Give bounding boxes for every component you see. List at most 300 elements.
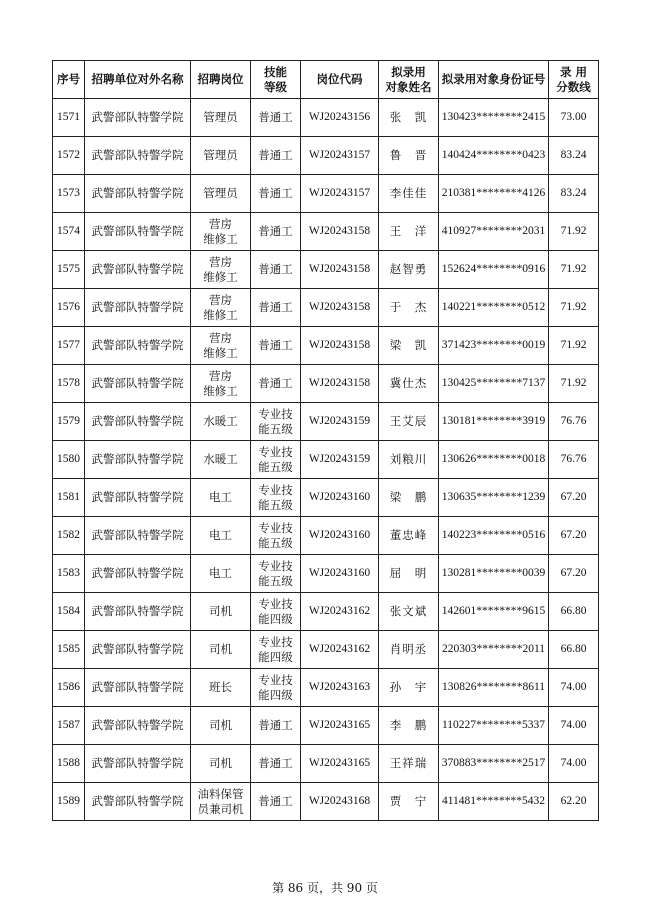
cell-id-number-text: 371423********0019 (441, 339, 546, 351)
cell-position-code-text: WJ20243157 (308, 149, 371, 161)
cell-candidate-name-text: 屈 明 (389, 566, 428, 580)
cell-position-code-text: WJ20243165 (308, 719, 371, 731)
table-row (53, 441, 599, 479)
cell-position-code (301, 517, 379, 555)
cell-candidate-name-text: 梁 鹏 (389, 490, 428, 504)
cell-candidate-name (379, 289, 439, 327)
cell-position-code (301, 555, 379, 593)
cell-score (549, 593, 599, 631)
cell-skill-level (251, 783, 301, 821)
cell-position-code (301, 365, 379, 403)
cell-skill-level-text: 普通工 (258, 338, 293, 352)
cell-unit-text: 武警部队特警学院 (91, 756, 184, 770)
cell-score-text: 66.80 (560, 643, 587, 655)
cell-unit (85, 137, 191, 175)
header-score: 录 用 分数线 (549, 61, 599, 99)
cell-seq (53, 593, 85, 631)
cell-position-code-text: WJ20243158 (308, 263, 371, 275)
cell-candidate-name-text: 鲁 晋 (389, 148, 428, 162)
cell-seq-text: 1584 (57, 605, 80, 617)
cell-unit (85, 555, 191, 593)
table-row (53, 593, 599, 631)
cell-skill-level-text: 普通工 (258, 376, 293, 390)
cell-position-code (301, 669, 379, 707)
cell-position (191, 555, 251, 593)
cell-score-text: 74.00 (560, 719, 587, 731)
table-row (53, 327, 599, 365)
cell-position (191, 631, 251, 669)
cell-score (549, 403, 599, 441)
cell-skill-level (251, 631, 301, 669)
cell-position-code-text: WJ20243156 (308, 111, 371, 123)
header-position: 招聘岗位 (191, 61, 251, 99)
cell-skill-level (251, 593, 301, 631)
page-footer: 第 86 页，共 90 页 (272, 881, 378, 895)
cell-seq-text: 1576 (57, 301, 80, 313)
cell-candidate-name (379, 365, 439, 403)
cell-skill-level (251, 707, 301, 745)
cell-id-number (439, 517, 549, 555)
cell-position (191, 289, 251, 327)
table-row (53, 783, 599, 821)
cell-unit (85, 593, 191, 631)
cell-candidate-name-text: 张 凯 (389, 110, 428, 124)
cell-score (549, 745, 599, 783)
cell-position-code (301, 707, 379, 745)
cell-seq (53, 631, 85, 669)
cell-score-text: 76.76 (560, 453, 587, 465)
cell-id-number (439, 441, 549, 479)
cell-skill-level (251, 403, 301, 441)
cell-skill-level-text: 专业技 能五级 (258, 406, 293, 436)
cell-id-number (439, 403, 549, 441)
cell-id-number (439, 327, 549, 365)
cell-skill-level-text: 普通工 (258, 718, 293, 732)
cell-candidate-name (379, 479, 439, 517)
cell-skill-level-text: 普通工 (258, 300, 293, 314)
cell-position-text: 电工 (209, 528, 232, 542)
cell-skill-level-text: 专业技 能五级 (258, 520, 293, 550)
cell-position-code (301, 745, 379, 783)
cell-position-text: 水暖工 (203, 452, 238, 466)
cell-id-number-text: 130181********3919 (441, 415, 546, 427)
cell-unit-text: 武警部队特警学院 (91, 338, 184, 352)
header-seq: 序号 (53, 61, 85, 99)
cell-position (191, 99, 251, 137)
cell-seq-text: 1579 (57, 415, 80, 427)
cell-candidate-name (379, 707, 439, 745)
cell-position-text: 油料保管 员兼司机 (197, 786, 244, 816)
cell-candidate-name-text: 李佳佳 (389, 186, 428, 200)
table-row (53, 631, 599, 669)
table-row (53, 403, 599, 441)
cell-position (191, 175, 251, 213)
cell-skill-level (251, 213, 301, 251)
cell-seq (53, 441, 85, 479)
cell-unit (85, 441, 191, 479)
cell-unit-text: 武警部队特警学院 (91, 490, 184, 504)
cell-unit (85, 403, 191, 441)
table-body (53, 99, 599, 821)
cell-score (549, 289, 599, 327)
cell-score (549, 707, 599, 745)
cell-seq (53, 403, 85, 441)
cell-score (549, 517, 599, 555)
cell-seq-text: 1573 (57, 187, 80, 199)
cell-seq (53, 327, 85, 365)
cell-score (549, 365, 599, 403)
cell-id-number (439, 783, 549, 821)
table-row (53, 555, 599, 593)
table-row (53, 99, 599, 137)
cell-skill-level (251, 669, 301, 707)
cell-seq (53, 289, 85, 327)
table-row (53, 479, 599, 517)
cell-score (549, 631, 599, 669)
cell-skill-level-text: 普通工 (258, 224, 293, 238)
cell-unit-text: 武警部队特警学院 (91, 224, 184, 238)
header-candidate-name: 拟录用 对象姓名 (379, 61, 439, 99)
cell-unit-text: 武警部队特警学院 (91, 262, 184, 276)
cell-id-number (439, 365, 549, 403)
table-row (53, 137, 599, 175)
cell-seq-text: 1586 (57, 681, 80, 693)
cell-skill-level (251, 517, 301, 555)
cell-score (549, 251, 599, 289)
cell-candidate-name-text: 董忠峰 (389, 528, 428, 542)
cell-position-text: 营房 维修工 (203, 254, 238, 284)
cell-skill-level (251, 441, 301, 479)
cell-skill-level-text: 普通工 (258, 794, 293, 808)
cell-skill-level (251, 365, 301, 403)
cell-score (549, 441, 599, 479)
cell-id-number-text: 130635********1239 (441, 491, 546, 503)
cell-position-code (301, 479, 379, 517)
cell-seq-text: 1575 (57, 263, 80, 275)
cell-unit-text: 武警部队特警学院 (91, 794, 184, 808)
cell-position-code (301, 631, 379, 669)
cell-id-number-text: 411481********5432 (441, 795, 546, 807)
cell-seq-text: 1574 (57, 225, 80, 237)
cell-position-text: 管理员 (203, 186, 238, 200)
cell-score-text: 83.24 (560, 149, 587, 161)
cell-position-text: 司机 (209, 604, 232, 618)
cell-position-code (301, 175, 379, 213)
table-row (53, 517, 599, 555)
cell-seq-text: 1587 (57, 719, 80, 731)
cell-candidate-name (379, 745, 439, 783)
cell-candidate-name (379, 251, 439, 289)
cell-id-number (439, 137, 549, 175)
cell-seq (53, 137, 85, 175)
cell-position-text: 司机 (209, 642, 232, 656)
cell-id-number-text: 140221********0512 (441, 301, 546, 313)
cell-unit-text: 武警部队特警学院 (91, 452, 184, 466)
cell-score-text: 76.76 (560, 415, 587, 427)
cell-position-code-text: WJ20243158 (308, 377, 371, 389)
cell-unit-text: 武警部队特警学院 (91, 376, 184, 390)
cell-candidate-name (379, 555, 439, 593)
cell-candidate-name (379, 175, 439, 213)
cell-seq-text: 1588 (57, 757, 80, 769)
cell-position (191, 745, 251, 783)
cell-position-text: 营房 维修工 (203, 368, 238, 398)
cell-skill-level (251, 479, 301, 517)
cell-id-number-text: 140424********0423 (441, 149, 546, 161)
cell-score-text: 62.20 (560, 795, 587, 807)
cell-unit (85, 783, 191, 821)
cell-candidate-name-text: 于 杰 (389, 300, 428, 314)
table-row (53, 745, 599, 783)
cell-score-text: 67.20 (560, 567, 587, 579)
cell-candidate-name (379, 327, 439, 365)
cell-skill-level-text: 专业技 能五级 (258, 444, 293, 474)
cell-seq-text: 1589 (57, 795, 80, 807)
cell-seq (53, 745, 85, 783)
cell-unit-text: 武警部队特警学院 (91, 718, 184, 732)
cell-candidate-name-text: 王艾辰 (389, 414, 428, 428)
cell-id-number-text: 140223********0516 (441, 529, 546, 541)
cell-id-number (439, 213, 549, 251)
cell-position-code-text: WJ20243158 (308, 301, 371, 313)
cell-position (191, 251, 251, 289)
cell-seq (53, 213, 85, 251)
cell-unit (85, 479, 191, 517)
cell-seq (53, 707, 85, 745)
cell-skill-level-text: 普通工 (258, 262, 293, 276)
cell-skill-level-text: 专业技 能五级 (258, 558, 293, 588)
cell-candidate-name-text: 王 洋 (389, 224, 428, 238)
cell-candidate-name-text: 李 鹏 (389, 718, 428, 732)
cell-position-code-text: WJ20243157 (308, 187, 371, 199)
cell-position (191, 517, 251, 555)
cell-unit (85, 213, 191, 251)
cell-unit-text: 武警部队特警学院 (91, 110, 184, 124)
cell-skill-level-text: 普通工 (258, 110, 293, 124)
cell-skill-level-text: 专业技 能四级 (258, 634, 293, 664)
cell-id-number-text: 142601********9615 (441, 605, 546, 617)
header-position-code: 岗位代码 (301, 61, 379, 99)
cell-position-code (301, 99, 379, 137)
cell-position-text: 电工 (209, 566, 232, 580)
cell-id-number-text: 130423********2415 (441, 111, 546, 123)
cell-score (549, 479, 599, 517)
cell-candidate-name (379, 137, 439, 175)
cell-skill-level (251, 289, 301, 327)
cell-id-number-text: 152624********0916 (441, 263, 546, 275)
cell-position (191, 479, 251, 517)
cell-position-code (301, 441, 379, 479)
cell-unit-text: 武警部队特警学院 (91, 528, 184, 542)
cell-seq (53, 99, 85, 137)
cell-unit (85, 631, 191, 669)
cell-position-code (301, 289, 379, 327)
cell-position-code (301, 137, 379, 175)
cell-seq-text: 1572 (57, 149, 80, 161)
cell-candidate-name-text: 冀仕杰 (389, 376, 428, 390)
cell-skill-level (251, 99, 301, 137)
cell-id-number (439, 593, 549, 631)
cell-score-text: 71.92 (560, 301, 587, 313)
table-row (53, 175, 599, 213)
cell-unit (85, 99, 191, 137)
cell-skill-level-text: 专业技 能四级 (258, 596, 293, 626)
cell-seq (53, 783, 85, 821)
cell-unit-text: 武警部队特警学院 (91, 414, 184, 428)
cell-id-number-text: 130826********8611 (441, 681, 546, 693)
cell-unit-text: 武警部队特警学院 (91, 148, 184, 162)
cell-position-code-text: WJ20243158 (308, 225, 371, 237)
cell-score-text: 74.00 (560, 681, 587, 693)
cell-candidate-name-text: 张文斌 (389, 604, 428, 618)
cell-score-text: 71.92 (560, 225, 587, 237)
cell-unit-text: 武警部队特警学院 (91, 566, 184, 580)
table-row (53, 289, 599, 327)
cell-seq (53, 365, 85, 403)
cell-unit-text: 武警部队特警学院 (91, 642, 184, 656)
cell-candidate-name-text: 赵智勇 (389, 262, 428, 276)
cell-candidate-name-text: 王祥瑞 (389, 756, 428, 770)
cell-unit (85, 251, 191, 289)
cell-candidate-name (379, 593, 439, 631)
cell-position-code (301, 593, 379, 631)
cell-position-code-text: WJ20243162 (308, 643, 371, 655)
cell-position-code-text: WJ20243160 (308, 567, 371, 579)
cell-seq-text: 1578 (57, 377, 80, 389)
cell-unit (85, 327, 191, 365)
cell-seq (53, 251, 85, 289)
cell-score-text: 66.80 (560, 605, 587, 617)
cell-position-code-text: WJ20243159 (308, 453, 371, 465)
cell-seq-text: 1580 (57, 453, 80, 465)
cell-score-text: 71.92 (560, 263, 587, 275)
cell-skill-level-text: 普通工 (258, 756, 293, 770)
cell-id-number-text: 370883********2517 (441, 757, 546, 769)
header-id-number: 拟录用对象身份证号 (439, 61, 549, 99)
cell-skill-level (251, 137, 301, 175)
cell-id-number (439, 631, 549, 669)
cell-id-number (439, 707, 549, 745)
cell-candidate-name-text: 贾 宁 (389, 794, 428, 808)
cell-position-text: 营房 维修工 (203, 216, 238, 246)
cell-position (191, 441, 251, 479)
cell-score (549, 327, 599, 365)
cell-position (191, 327, 251, 365)
cell-position-code (301, 327, 379, 365)
header-skill-level: 技能 等级 (251, 61, 301, 99)
cell-id-number (439, 555, 549, 593)
cell-position-text: 司机 (209, 756, 232, 770)
cell-unit (85, 175, 191, 213)
cell-seq-text: 1577 (57, 339, 80, 351)
cell-position-code-text: WJ20243160 (308, 529, 371, 541)
cell-score (549, 137, 599, 175)
cell-position-code-text: WJ20243163 (308, 681, 371, 693)
cell-score-text: 73.00 (560, 111, 587, 123)
cell-candidate-name (379, 213, 439, 251)
cell-position (191, 365, 251, 403)
cell-candidate-name (379, 783, 439, 821)
cell-id-number (439, 745, 549, 783)
cell-unit (85, 707, 191, 745)
cell-score (549, 783, 599, 821)
cell-position-text: 班长 (209, 680, 232, 694)
cell-seq-text: 1583 (57, 567, 80, 579)
cell-id-number (439, 175, 549, 213)
cell-skill-level-text: 普通工 (258, 186, 293, 200)
cell-candidate-name (379, 441, 439, 479)
cell-score-text: 67.20 (560, 529, 587, 541)
table-row (53, 707, 599, 745)
cell-candidate-name (379, 99, 439, 137)
cell-seq (53, 479, 85, 517)
cell-unit-text: 武警部队特警学院 (91, 680, 184, 694)
cell-id-number (439, 479, 549, 517)
cell-candidate-name (379, 669, 439, 707)
table-row (53, 365, 599, 403)
cell-skill-level (251, 327, 301, 365)
cell-position (191, 669, 251, 707)
cell-position-text: 水暖工 (203, 414, 238, 428)
cell-candidate-name (379, 403, 439, 441)
cell-id-number (439, 99, 549, 137)
cell-seq-text: 1571 (57, 111, 80, 123)
cell-position-text: 管理员 (203, 110, 238, 124)
cell-position-code-text: WJ20243165 (308, 757, 371, 769)
cell-position-code (301, 213, 379, 251)
cell-position-code (301, 783, 379, 821)
cell-unit-text: 武警部队特警学院 (91, 186, 184, 200)
cell-position-code (301, 251, 379, 289)
cell-skill-level-text: 普通工 (258, 148, 293, 162)
cell-position (191, 593, 251, 631)
cell-id-number-text: 220303********2011 (441, 643, 546, 655)
cell-id-number-text: 130425********7137 (441, 377, 546, 389)
cell-score-text: 83.24 (560, 187, 587, 199)
cell-position-text: 管理员 (203, 148, 238, 162)
cell-position (191, 783, 251, 821)
cell-position-text: 营房 维修工 (203, 330, 238, 360)
cell-score (549, 175, 599, 213)
cell-skill-level (251, 175, 301, 213)
cell-unit-text: 武警部队特警学院 (91, 604, 184, 618)
cell-id-number (439, 289, 549, 327)
cell-position-text: 司机 (209, 718, 232, 732)
cell-unit (85, 289, 191, 327)
cell-position-text: 电工 (209, 490, 232, 504)
header-unit: 招聘单位对外名称 (85, 61, 191, 99)
cell-skill-level-text: 专业技 能五级 (258, 482, 293, 512)
cell-candidate-name (379, 517, 439, 555)
cell-candidate-name-text: 梁 凯 (389, 338, 428, 352)
cell-seq (53, 669, 85, 707)
table-row (53, 213, 599, 251)
cell-id-number-text: 410927********2031 (441, 225, 546, 237)
cell-candidate-name-text: 孙 宇 (389, 680, 428, 694)
cell-candidate-name (379, 631, 439, 669)
cell-score (549, 99, 599, 137)
cell-score-text: 74.00 (560, 757, 587, 769)
cell-score-text: 71.92 (560, 339, 587, 351)
cell-id-number-text: 210381********4126 (441, 187, 546, 199)
cell-unit-text: 武警部队特警学院 (91, 300, 184, 314)
cell-position (191, 403, 251, 441)
cell-unit (85, 745, 191, 783)
cell-seq-text: 1581 (57, 491, 80, 503)
cell-id-number-text: 110227********5337 (441, 719, 546, 731)
cell-skill-level-text: 专业技 能四级 (258, 672, 293, 702)
cell-unit (85, 517, 191, 555)
